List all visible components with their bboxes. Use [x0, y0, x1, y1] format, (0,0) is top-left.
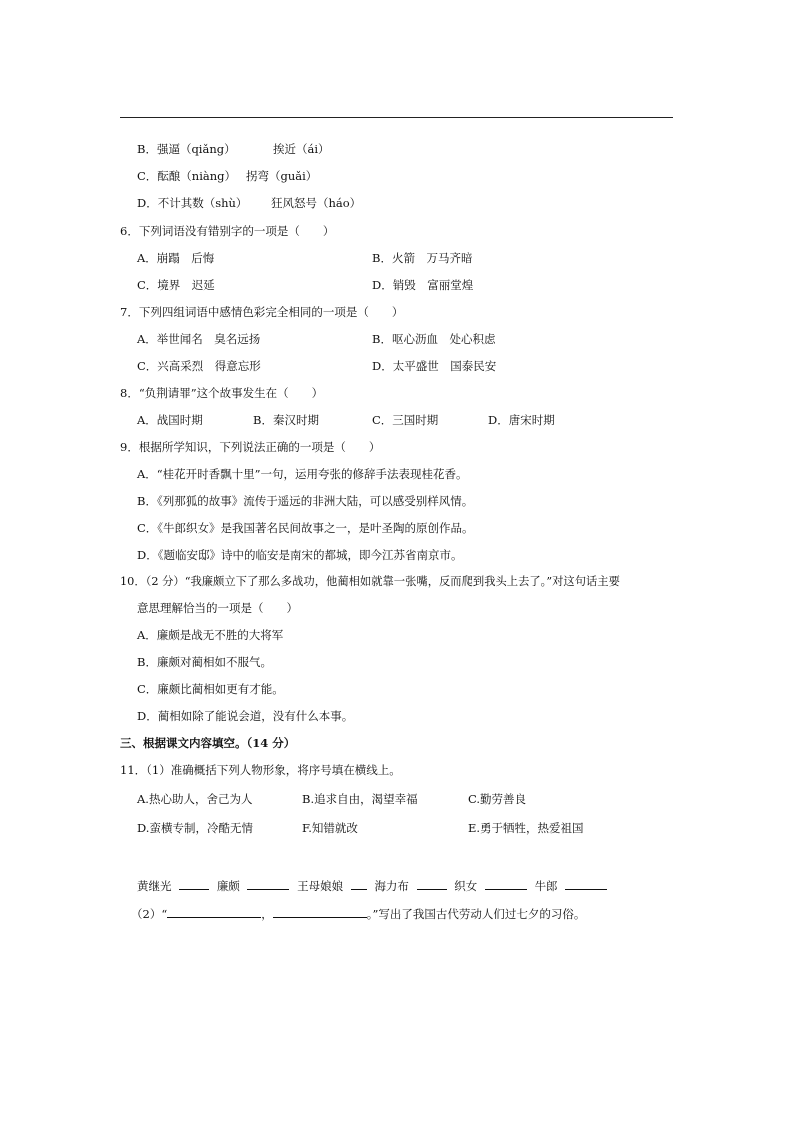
q11-option-e: E.勇于牺牲，热爱祖国 [468, 821, 584, 835]
blank-part2-second[interactable] [273, 905, 367, 918]
blank-lianpo[interactable] [247, 877, 289, 890]
q11-part2-suffix: 。”写出了我国古代劳动人们过七夕的习俗。 [366, 907, 586, 921]
q10-stem-line2: 意思理解恰当的一项是（ ） [137, 601, 298, 615]
q11-part1-stem: 11．（1）准确概括下列人物形象，将序号填在横线上。 [120, 763, 401, 777]
blank-hailibu[interactable] [417, 877, 447, 890]
q7-option-a: A．举世闻名 臭名远扬 [137, 332, 261, 346]
q5-option-d: D．不计其数（shù） [137, 196, 248, 210]
q7-stem: 7．下列四组词语中感情色彩完全相同的一项是（ ） [120, 305, 404, 319]
q7-option-d: D．太平盛世 国泰民安 [372, 359, 497, 373]
q7-option-b: B．呕心沥血 处心积虑 [372, 332, 496, 346]
q9-stem: 9．根据所学知识，下列说法正确的一项是（ ） [120, 440, 381, 454]
q6-option-d: D．销毁 富丽堂煌 [372, 278, 474, 292]
name-lianpo: 廉颇 [216, 879, 240, 893]
blank-part2-first[interactable] [167, 905, 261, 918]
header-rule [120, 117, 673, 118]
q11-names-row [137, 877, 611, 894]
q8-option-d: D．唐宋时期 [488, 413, 555, 427]
q11-option-a: A.热心助人，舍己为人 [137, 792, 253, 806]
q8-option-b: B．秦汉时期 [253, 413, 319, 427]
q6-option-b: B．火箭 万马齐暗 [372, 251, 473, 265]
q8-stem: 8．“负荆请罪”这个故事发生在（ ） [120, 386, 324, 400]
q8-option-c: C．三国时期 [372, 413, 439, 427]
q10-option-b: B．廉颇对蔺相如不服气。 [137, 655, 272, 669]
q6-stem: 6．下列词语没有错别字的一项是（ ） [120, 224, 335, 238]
q9-option-c: C．《牛郎织女》是我国著名民间故事之一，是叶圣陶的原创作品。 [137, 521, 474, 535]
q11-option-f: F.知错就改 [302, 821, 358, 835]
q11-option-d: D.蛮横专制，冷酷无情 [137, 821, 253, 835]
q10-option-a: A．廉颇是战无不胜的大将军 [137, 628, 284, 642]
q5-option-c: C．酝酿（niàng） [137, 169, 237, 183]
q5-option-b [137, 141, 236, 157]
q11-part2 [131, 905, 585, 922]
name-niulang: 牛郎 [534, 879, 558, 893]
q7-option-c: C．兴高采烈 得意忘形 [137, 359, 261, 373]
q11-option-c: C.勤劳善良 [468, 792, 527, 806]
q5-option-b-left: B．强逼（qiǎng） [137, 142, 236, 156]
q5-option-d-right: 狂风怒号（háo） [271, 196, 362, 210]
name-wangmuniangniang: 王母娘娘 [297, 879, 344, 893]
q10-stem-line1: 10．（2 分）“我廉颇立下了那么多战功，他蔺相如就靠一张嘴，反而爬到我头上去了。”对这句话主要 [120, 575, 620, 588]
blank-niulang[interactable] [565, 877, 607, 890]
q10-option-d: D．蔺相如除了能说会道，没有什么本事。 [137, 709, 354, 723]
q10-option-c: C．廉颇比蔺相如更有才能。 [137, 682, 284, 696]
name-zhinv: 织女 [454, 879, 478, 893]
q11-part2-comma: ， [261, 907, 273, 921]
q11-part2-prefix: （2）“ [131, 907, 168, 921]
q9-option-b: B．《列那狐的故事》流传于遥远的非洲大陆，可以感受别样风情。 [137, 494, 474, 508]
section3-title: 三、根据课文内容填空。（14 分） [120, 736, 296, 750]
q9-option-d: D．《题临安邸》诗中的临安是南宋的都城，即今江苏省南京市。 [137, 548, 463, 562]
blank-zhinv[interactable] [485, 877, 527, 890]
q9-option-a: A．“桂花开时香飘十里”一句，运用夸张的修辞手法表现桂花香。 [137, 467, 468, 481]
blank-huangjiguang[interactable] [179, 877, 209, 890]
name-hailibu: 海力布 [374, 879, 409, 893]
q6-option-c: C．境界 迟延 [137, 278, 215, 292]
name-huangjiguang: 黄继光 [137, 879, 172, 893]
q5-option-b-right: 挨近（ái） [273, 142, 330, 156]
blank-wangmuniangniang[interactable] [351, 877, 367, 890]
q11-option-b: B.追求自由，渴望幸福 [302, 792, 418, 806]
q5-option-c-right: 拐弯（guǎi） [246, 169, 318, 183]
q8-option-a: A．战国时期 [137, 413, 203, 427]
q6-option-a: A．崩蹋 后悔 [137, 251, 215, 265]
